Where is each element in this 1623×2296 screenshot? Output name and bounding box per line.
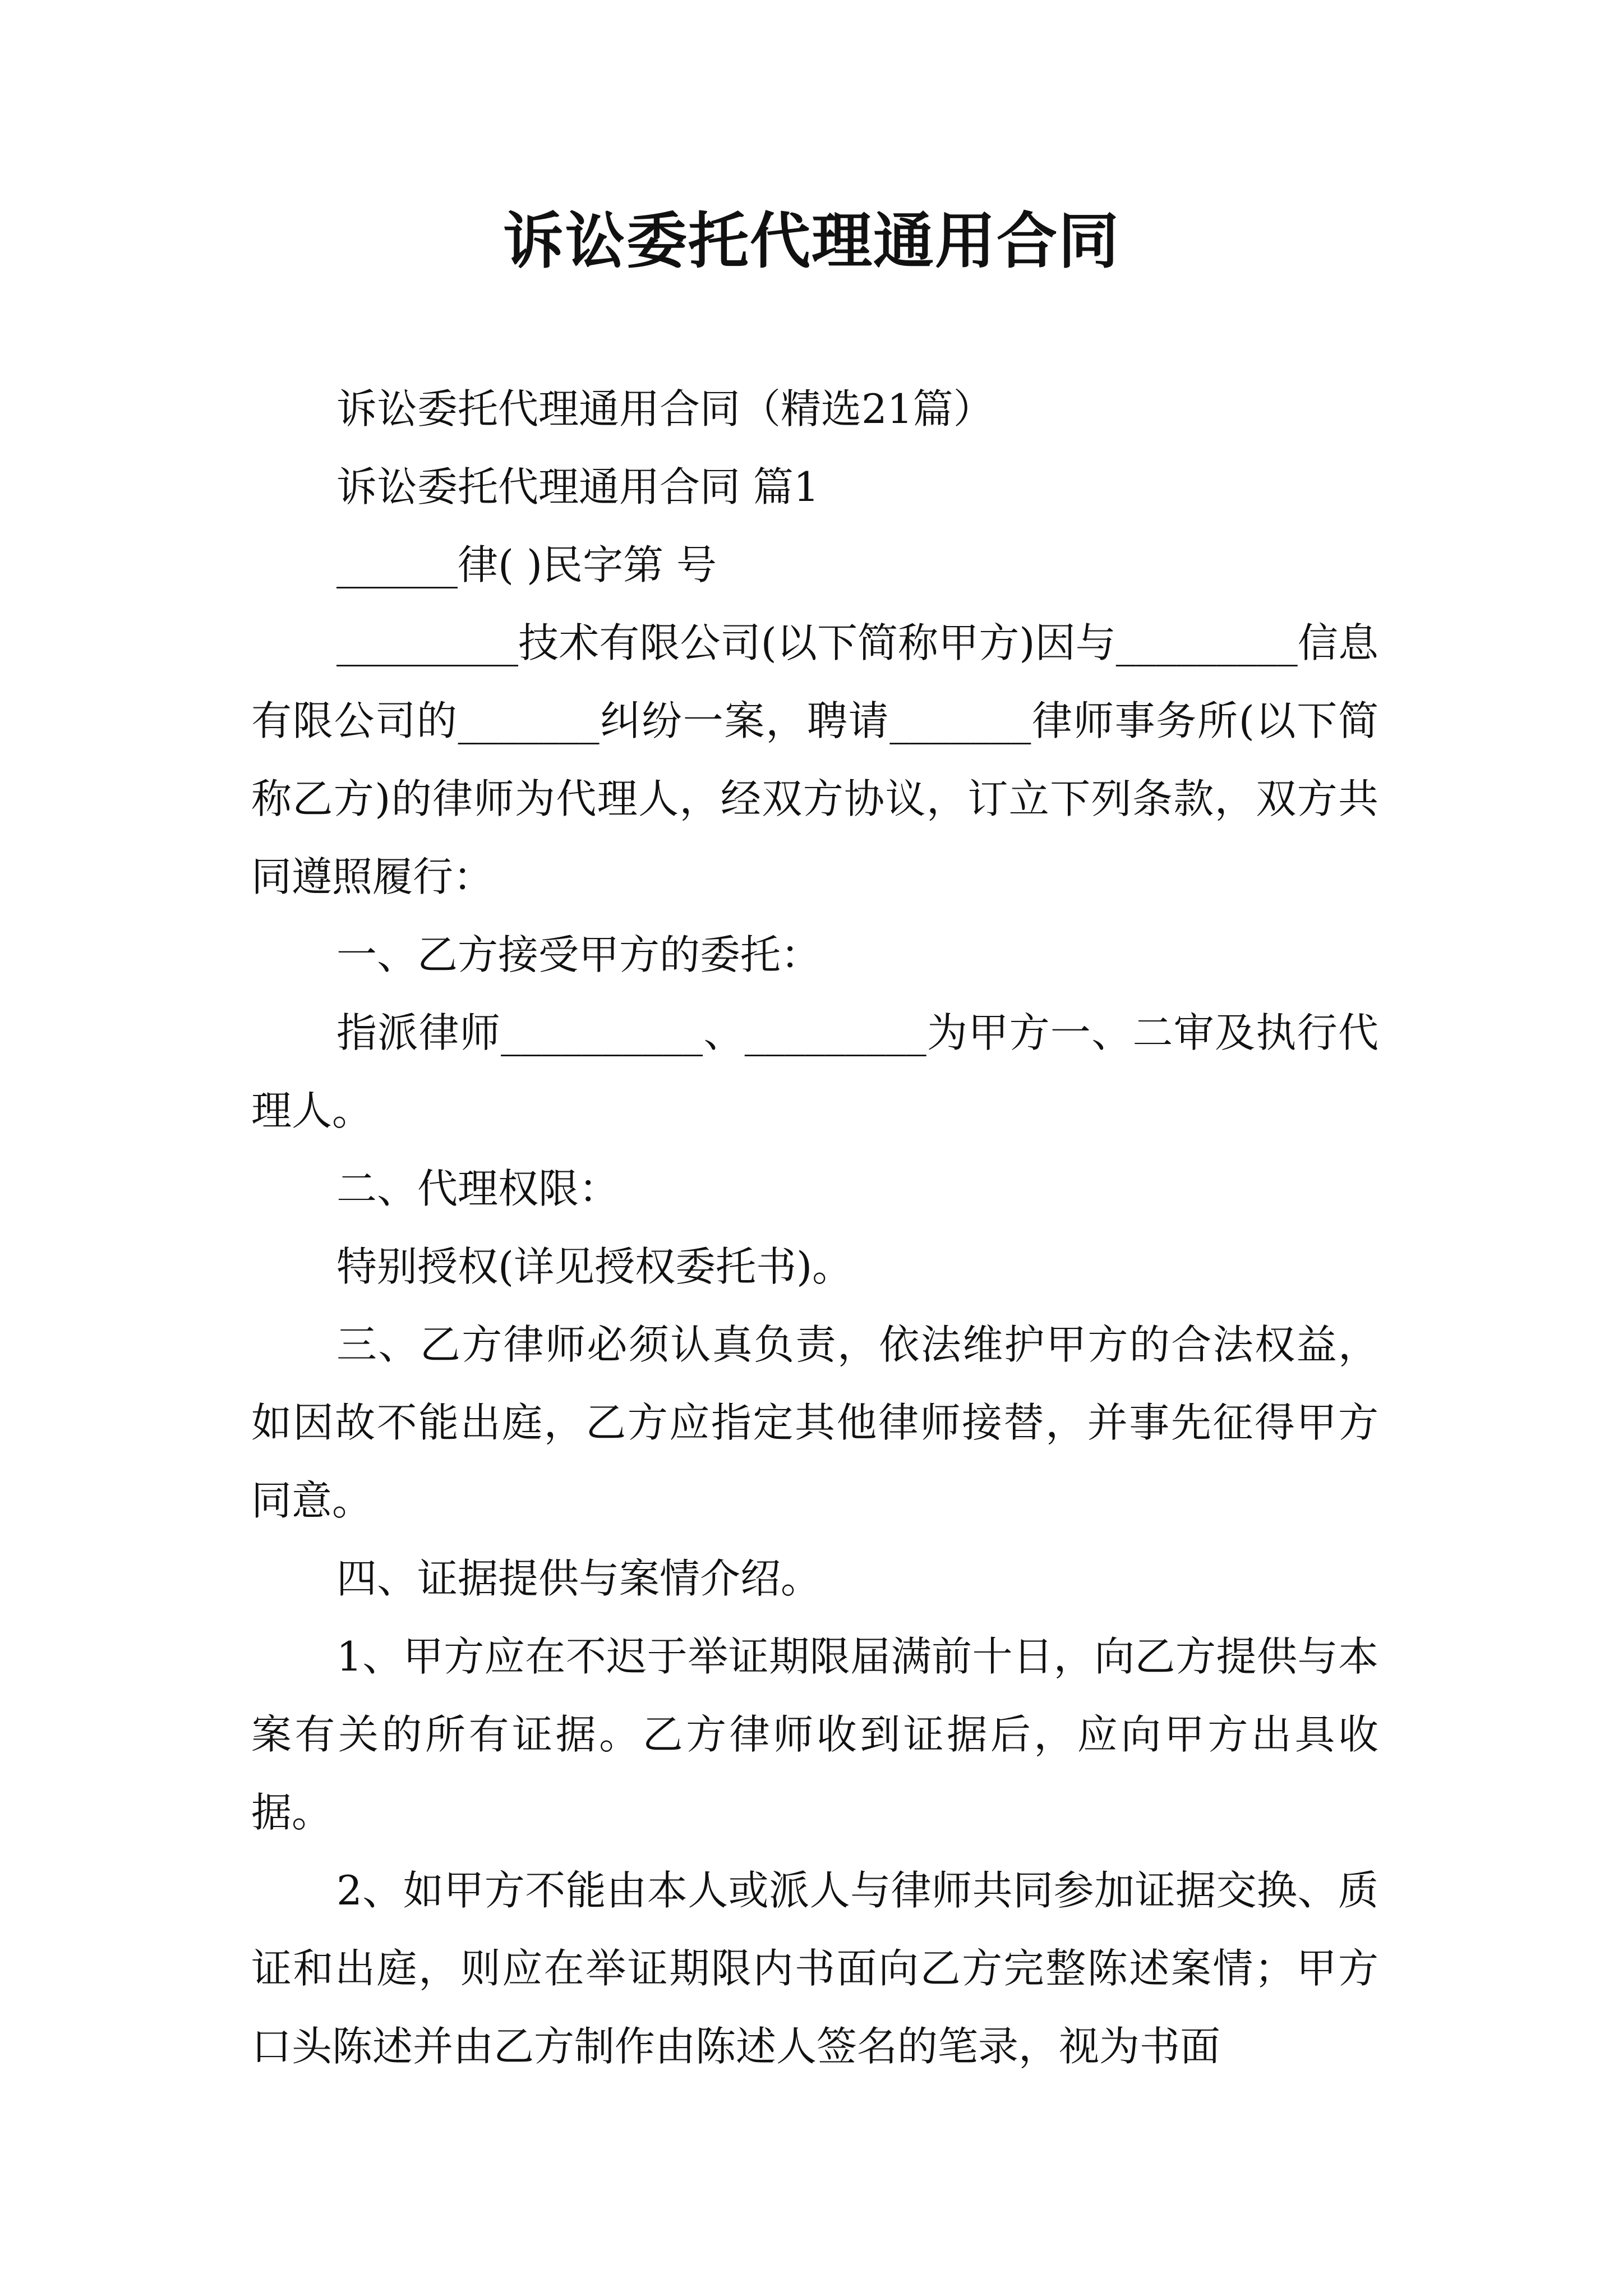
- document-body: [251, 370, 1378, 2086]
- document-title: 诉讼委托代理通用合同: [502, 206, 1120, 277]
- paragraph-document-number: ______律( )民字第 号: [336, 541, 717, 588]
- paragraph-clause-3: 三、乙方律师必须认真负责，依法维护甲方的合法权益，如因故不能出庭，乙方应指定其他律师接替，并事先征得甲方同意。: [251, 1321, 1378, 1524]
- paragraph-section-heading: 诉讼委托代理通用合同 篇1: [336, 463, 819, 510]
- paragraph-clause-4-item-2: 2、如甲方不能由本人或派人与律师共同参加证据交换、质证和出庭，则应在举证期限内书面向乙方完整陈述案情；甲方口头陈述并由乙方制作由陈述人签名的笔录，视为书面: [251, 1867, 1378, 2070]
- paragraph-clause-2-heading: 二、代理权限：: [336, 1165, 620, 1212]
- paragraph-clause-1-body: 指派律师__________、_________为甲方一、二审及执行代理人。: [251, 1009, 1378, 1134]
- paragraph-clause-4-item-1: 1、甲方应在不迟于举证期限届满前十日，向乙方提供与本案有关的所有证据。乙方律师收到证据后，应向甲方出具收据。: [251, 1633, 1378, 1836]
- paragraph-clause-4-heading: 四、证据提供与案情介绍。: [336, 1555, 822, 1602]
- paragraph-clause-2-body: 特别授权(详见授权委托书)。: [336, 1243, 853, 1290]
- paragraph-subtitle: 诉讼委托代理通用合同（精选21篇）: [336, 385, 994, 432]
- paragraph-preamble: _________技术有限公司(以下简称甲方)因与_________信息有限公司的_______纠纷一案，聘请_______律师事务所(以下简称乙方)的律师为代理人，经双方协议，订立下列条款，双方共同遵照履行：: [251, 619, 1378, 900]
- paragraph-clause-1-heading: 一、乙方接受甲方的委托：: [336, 931, 822, 978]
